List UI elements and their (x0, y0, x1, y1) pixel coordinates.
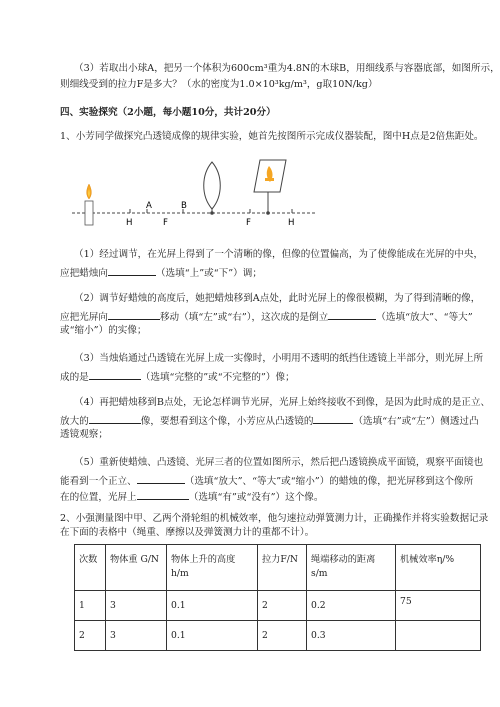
table-cell: 0.1 (167, 621, 258, 651)
table-header-row (75, 545, 481, 591)
problem-2-intro-line-1: 2、小强测量图中甲、乙两个滑轮组的机械效率，他匀速拉动弹簧测力计，正确操作并将实验数据记录 (60, 513, 489, 524)
table-cell: 3 (106, 591, 167, 621)
label-h-right: H (288, 218, 295, 228)
label-h-left: H (126, 218, 133, 228)
subq-4-line-2: 放大的 像，要想看到这个像，小芳应从凸透镜的 （选填“右”或“左”）侧透过凸 (60, 412, 470, 429)
subq-5-line-3: 在的位置，光屏上 （选填“有”或“没有”）这个像。 (60, 488, 470, 505)
header-cell: 拉力F/N (258, 545, 307, 591)
q3-line-1: （3）若取出小球A，把另一个体积为600cm³重为4.8N的木球B，用细线系与容器底部，如图所示， (74, 63, 500, 74)
table-cell: 2 (75, 621, 106, 651)
answer-blank[interactable] (108, 264, 156, 276)
answer-blank[interactable] (328, 308, 376, 320)
section-4-title: 四、实验探究（2小题，每小题10分，共计20分） (60, 107, 276, 118)
candle-icon (85, 184, 93, 225)
answer-blank[interactable] (108, 308, 160, 320)
subq-3-line-1: （3）当烛焰通过凸透镜在光屏上成一实像时，小明用不透明的纸挡住透镜上半部分，则光屏上所 (74, 353, 484, 364)
label-a: A (146, 201, 152, 211)
table-cell: 75 (396, 591, 481, 621)
optical-bench-diagram (60, 150, 320, 230)
subq-1-line-1: （1）经过调节，在光屏上得到了一个清晰的像，但像的位置偏高，为了使像能成在光屏的中央， (74, 249, 484, 260)
answer-blank[interactable] (137, 488, 189, 500)
label-f-right: F (246, 218, 251, 228)
problem-2-intro-line-2: 在下面的表格中（绳重、摩擦以及弹簧测力计的重都不计）。 (60, 527, 315, 538)
subq-3-line-2: 成的是 （选填“完整的”或“不完整的”）像； (60, 368, 470, 385)
answer-blank[interactable] (89, 368, 141, 380)
table-cell: 0.3 (307, 621, 396, 651)
subq-4-line-3: 透镜观察； (60, 429, 108, 440)
table-cell: 3 (106, 621, 167, 651)
table-cell: 2 (258, 621, 307, 651)
table-row (75, 591, 481, 621)
subq-2-line-3: 或“缩小”）的实像； (60, 325, 147, 336)
convex-lens-icon (204, 162, 221, 215)
header-cell: 绳端移动的距离s/m (307, 545, 396, 591)
subq-2-line-1: （2）调节好蜡烛的高度后，她把蜡烛移到A点处，此时光屏上的像很模糊，为了得到清晰的像， (74, 293, 481, 304)
subq-5-line-2: 能看到一个正立、 （选填“放大”、“等大”或“缩小”）的蜡烛的像，把光屏移到这个像所 (60, 472, 470, 489)
subq-5-line-1: （5）重新使蜡烛、凸透镜、光屏三者的位置如图所示，然后把凸透镜换成平面镜，观察平面镜也 (74, 457, 484, 468)
header-cell: 机械效率η/% (396, 545, 481, 591)
light-screen-icon (254, 160, 286, 215)
table-cell: 0.2 (307, 591, 396, 621)
subq-4-line-1: （4）再把蜡烛移到B点处，无论怎样调节光屏，光屏上始终接收不到像，是因为此时成的是正立、 (74, 397, 491, 408)
header-cell: 物体上升的高度h/m (167, 545, 258, 591)
problem-1-intro: 1、小芳同学做探究凸透镜成像的规律实验，她首先按图所示完成仪器装配，图中H点是2倍焦距处。 (60, 131, 484, 142)
label-b: B (181, 201, 187, 211)
table-cell: 0.1 (167, 591, 258, 621)
table-row (75, 621, 481, 651)
subq-2-line-2: 应把光屏向 移动（填“左”或“右”），这次成的是倒立 （选填“放大”、“等大” (60, 308, 470, 325)
table-cell (396, 621, 481, 651)
label-f-left: F (163, 218, 168, 228)
table-cell: 2 (258, 591, 307, 621)
answer-blank[interactable] (137, 472, 185, 484)
answer-blank[interactable] (313, 412, 353, 424)
subq-1-line-2: 应把蜡烛向 （选填“上”或“下”）调； (60, 264, 470, 281)
header-cell: 物体重 G/N (106, 545, 167, 591)
table-cell: 1 (75, 591, 106, 621)
header-cell: 次数 (75, 545, 106, 591)
answer-blank[interactable] (89, 412, 141, 424)
q3-line-2: 则细线受到的拉力F是多大？（水的密度为1.0×10³kg/m³，g取10N/kg） (60, 79, 378, 90)
experiment-data-table (74, 544, 481, 651)
